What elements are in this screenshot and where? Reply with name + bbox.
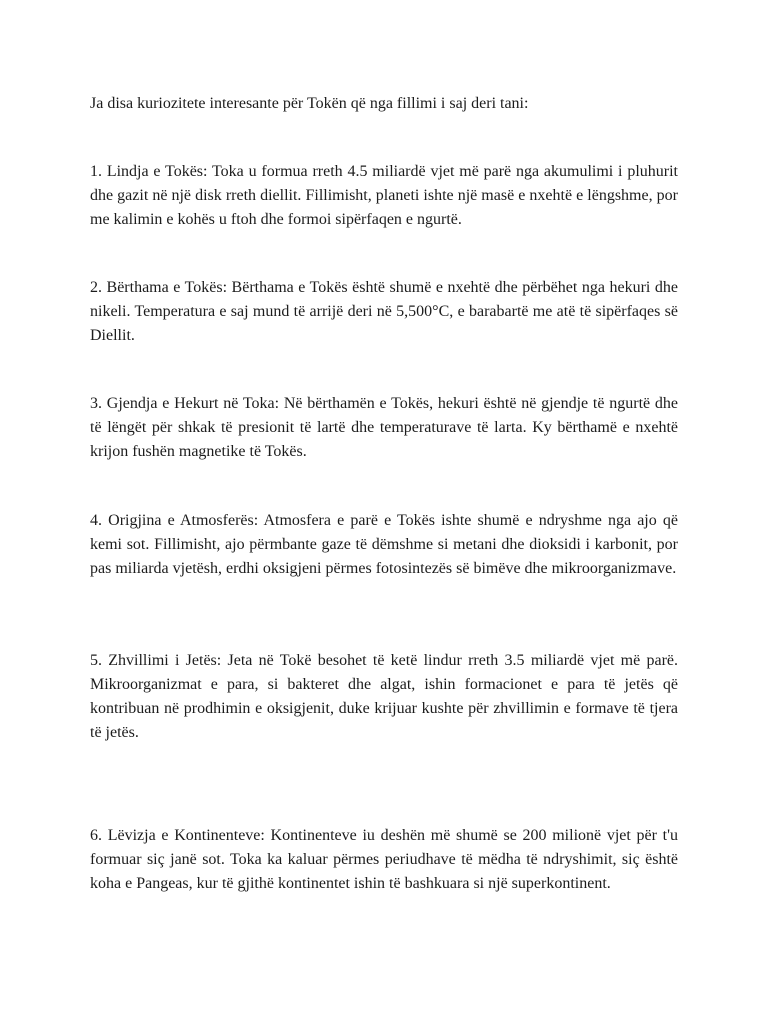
intro-paragraph: Ja disa kuriozitete interesante për Tokën që nga fillimi i saj deri tani:: [90, 95, 529, 112]
fact-paragraph-6: 6. Lëvizja e Kontinenteve: Kontinenteve iu deshën më shumë se 200 milionë vjet për t'u formuar siç janë sot. Toka ka kaluar përmes periudhave të mëdha të ndryshimit, siç është koha e Pangeas, kur të gjithë kontinentet ishin të bashkuara si një superkontinent.: [90, 827, 678, 892]
fact-paragraph-1: 1. Lindja e Tokës: Toka u formua rreth 4.5 miliardë vjet më parë nga akumulimi i pluhurit dhe gazit në një disk rreth diellit. Fillimisht, planeti ishte një masë e nxehtë e lëngshme, por me kalimin e kohës u ftoh dhe formoi sipërfaqen e ngurtë.: [90, 163, 678, 228]
fact-paragraph-4: 4. Origjina e Atmosferës: Atmosfera e parë e Tokës ishte shumë e ndryshme nga ajo që kemi sot. Fillimisht, ajo përmbante gaze të dëmshme si metani dhe dioksidi i karbonit, por pas miliarda vjetësh, erdhi oksigjeni përmes fotosintezës së bimëve dhe mikroorganizmave.: [90, 512, 678, 577]
fact-paragraph-5: 5. Zhvillimi i Jetës: Jeta në Tokë besohet të ketë lindur rreth 3.5 miliardë vjet më parë. Mikroorganizmat e para, si bakteret dhe algat, ishin formacionet e para të jetës që kontribuan në prodhimin e oksigjenit, duke krijuar kushte për zhvillimin e formave të tjera të jetës.: [90, 652, 678, 741]
fact-paragraph-3: 3. Gjendja e Hekurt në Toka: Në bërthamën e Tokës, hekuri është në gjendje të ngurtë dhe të lëngët për shkak të presionit të lartë dhe temperaturave të larta. Ky bërthamë e nxehtë krijon fushën magnetike të Tokës.: [90, 395, 678, 460]
fact-paragraph-2: 2. Bërthama e Tokës: Bërthama e Tokës është shumë e nxehtë dhe përbëhet nga hekuri dhe nikeli. Temperatura e saj mund të arrijë deri në 5,500°C, e barabartë me atë të sipërfaqes së Diellit.: [90, 279, 678, 344]
